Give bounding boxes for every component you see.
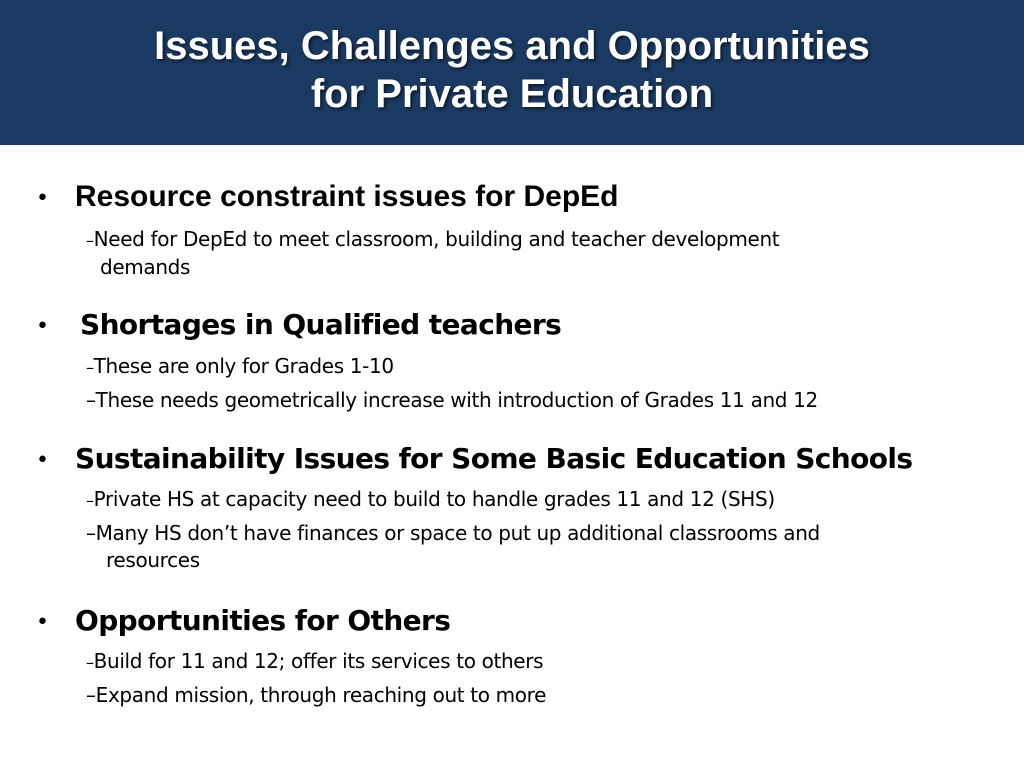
bullet-dot: • [36,448,49,473]
sub-bullet [86,486,976,514]
sub-bullet-text: Need for DepEd to meet classroom, building and teacher development [93,227,780,251]
sub-bullet-text: Build for 11 and 12; offer its services to others [93,649,544,673]
sub-bullet [86,648,976,676]
dash-marker: – [86,521,96,545]
sub-bullet-text: Expand mission, through reaching out to more [95,683,547,707]
bullet-heading: Sustainability Issues for Some Basic Education Schools [75,442,913,475]
dash-marker: – [86,358,94,377]
title-line-2: for Private Education [310,72,714,116]
sub-bullet [86,682,976,709]
slide-title [0,22,1024,118]
sub-bullet [86,520,976,574]
bullet-dot: • [36,314,49,339]
sub-bullet-text: These are only for Grades 1-10 [93,354,394,378]
sub-bullet [86,226,976,281]
sub-bullet-text: Private HS at capacity need to build to handle grades 11 and 12 (SHS) [93,487,775,511]
dash-marker: – [86,653,94,672]
bullet-heading: Shortages in Qualified teachers [80,308,562,341]
dash-marker: – [86,388,96,412]
sub-bullet-continuation: demands [100,255,191,279]
dash-marker: – [86,231,94,250]
title-bar [0,0,1024,145]
dash-marker: – [86,491,94,510]
title-line-1: Issues, Challenges and Opportunities [154,24,870,68]
sub-bullet-text: These needs geometrically increase with introduction of Grades 11 and 12 [95,388,818,412]
bullet-heading: Opportunities for Others [75,604,451,637]
bullet-dot: • [36,186,49,211]
dash-marker: – [86,683,96,707]
bullet-heading: Resource constraint issues for DepEd [75,180,619,213]
bullet-dot: • [36,610,49,635]
sub-bullet-text: Many HS don’t have finances or space to put up additional classrooms and [95,521,820,545]
sub-bullet [86,353,976,381]
sub-bullet-continuation: resources [106,548,200,572]
sub-bullet [86,387,976,414]
